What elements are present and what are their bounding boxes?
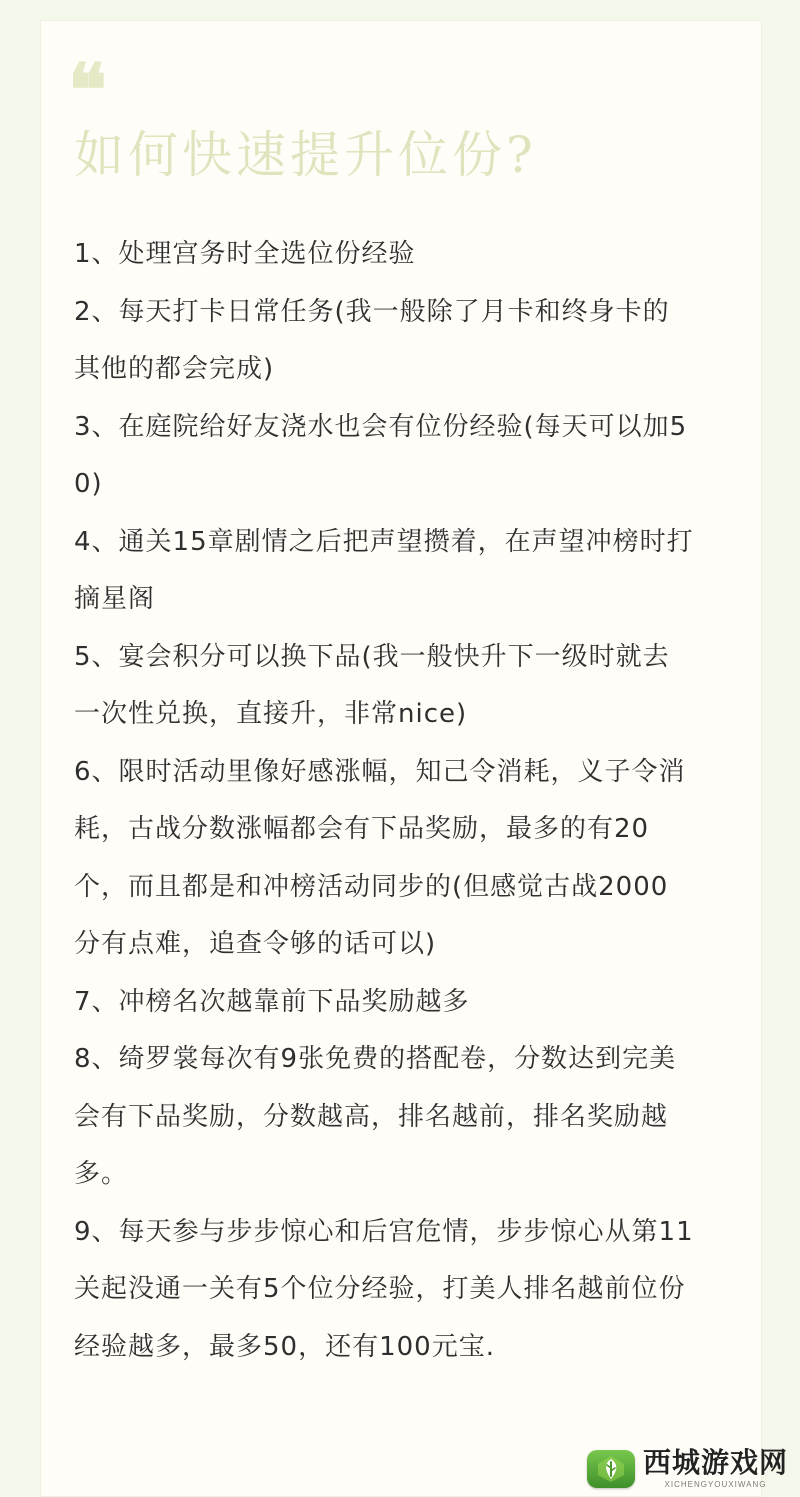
list-item-4: 4、通关15章剧情之后把声望攒着，在声望冲榜时打摘星阁 (74, 526, 694, 614)
watermark-title: 西城游戏网 (642, 1446, 788, 1479)
list-item-3: 3、在庭院给好友浇水也会有位份经验(每天可以加50) (74, 411, 688, 499)
list-item-2: 2、每天打卡日常任务(我一般除了月卡和终身卡的其他的都会完成) (74, 296, 670, 384)
list-item-5: 5、宴会积分可以换下品(我一般快升下一级时就去一次性兑换，直接升，非常nice) (74, 641, 670, 729)
list-item-7: 7、冲榜名次越靠前下品奖励越多 (74, 986, 470, 1017)
leaf-badge-icon (587, 1450, 635, 1488)
list-item-9: 9、每天参与步步惊心和后宫危情，步步惊心从第11关起没通一关有5个位分经验，打美人排名越前位份经验越多，最多50，还有100元宝. (74, 1216, 694, 1362)
list-item-6: 6、限时活动里像好感涨幅，知己令消耗，义子令消耗，古战分数涨幅都会有下品奖励，最多的有20个，而且都是和冲榜活动同步的(但感觉古战2000分有点难，追查令够的话可以) (74, 756, 686, 959)
quote-mark-icon: ❝ (68, 47, 101, 132)
site-watermark (587, 1446, 788, 1489)
watermark-subtitle: XICHENGYOUXIWANG (664, 1480, 767, 1489)
list-item-1: 1、处理宫务时全选位份经验 (74, 239, 416, 269)
page-title: 如何快速提升位份? (74, 126, 537, 184)
watermark-text-group (642, 1446, 788, 1489)
list-item-8: 8、绮罗裳每次有9张免费的搭配卷，分数达到完美会有下品奖励，分数越高，排名越前，排名奖励越多。 (74, 1044, 677, 1189)
article-content (74, 226, 694, 1376)
